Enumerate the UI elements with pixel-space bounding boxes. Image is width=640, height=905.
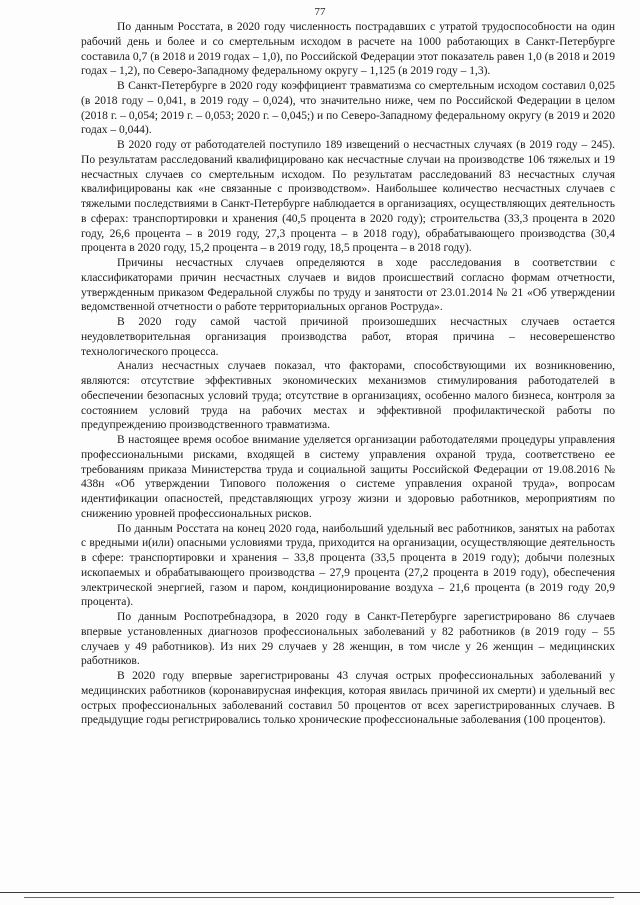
paragraph-occupational-diseases: По данным Роспотребнадзора, в 2020 году в Санкт-Петербурге зарегистрировано 86 случаев впервые установленных диагнозов профессиональных заболеваний у 82 работников (в 2019 году – 55 случаев у 49 работников). Из них 29 случаев у 28 женщин, в том числе у 26 женщин – медицинских работников. xyxy=(81,611,615,668)
paragraph-main-cause: В 2020 году самой частой причиной произошедших несчастных случаев остается неудовлетворительная организация производства работ, вторая причина – несоверешенство технологического процесса. xyxy=(81,316,615,358)
page-number: 77 xyxy=(314,6,326,18)
paragraph-accident-notices: В 2020 году от работодателей поступило 189 извещений о несчастных случаях (в 2019 году – 245). По результатам расследований квалифицировано как несчастные случаи на производстве 106 тяжелых и 19 несчастных случаев со смертельным исходом. По результатам расследований 83 несчастных случая квалифицированы как «не связанные с производством». Наибольшее количество несчастных случаев с тяжелыми последствиями в Санкт-Петербурге наблюдается в организациях, осуществляющих деятельность в сферах: транспортировки и хранения (40,5 процента в 2020 году); строительства (33,3 процента в 2020 году, 26,6 процента – в 2019 году, 27,3 процента – в 2018 году), обрабатывающего производства (30,4 процента в 2020 году, 15,2 процента – в 2019 году, 18,5 процента – в 2018 году). xyxy=(81,139,615,255)
paragraph-fatality-coefficient: В Санкт-Петербурге в 2020 году коэффициент травматизма со смертельным исходом составил 0,025 (в 2018 году – 0,041, в 2019 году – 0,024), что значительно ниже, чем по Российской Федерации в целом (2018 г. – 0,054; 2019 г. – 0,053; 2020 г. – 0,045;) и по Северо-Западному федеральному округу (в 2019 и 2020 годах – 0,044). xyxy=(81,80,615,137)
document-body xyxy=(81,20,615,728)
paragraph-contributing-factors: Анализ несчастных случаев показал, что факторами, способствующими их возникновению, являются: отсутствие эффективных экономических механизмов стимулирования работодателей в обеспечении безопасных условий труда; отсутствие в организациях, особенно малого бизнеса, контроля за состоянием условий труда на рабочих местах и эффективной профилактической работы по предупреждению производственного травматизма. xyxy=(81,360,615,432)
paragraph-accident-causes-classification: Причины несчастных случаев определяются в ходе расследования в соответствии с классификаторами причин несчастных случаев и видов происшествий согласно формам отчетности, утвержденным приказом Федеральной службы по труду и занятости от 23.01.2014 № 21 «Об утверждении ведомственной отчетности о работе территориальных органов Роструда». xyxy=(81,257,615,314)
footer-divider-secondary xyxy=(24,897,614,898)
paragraph-acute-diseases: В 2020 году впервые зарегистрированы 43 случая острых профессиональных заболеваний у медицинских работников (коронавирусная инфекция, которая явилась причиной их смерти) и удельный вес острых профессиональных заболеваний составил 50 процентов от всех зарегистрированных случаев. В предыдущие годы регистрировались только хронические профессиональные заболевания (100 процентов). xyxy=(81,670,615,727)
paragraph-risk-management: В настоящее время особое внимание уделяется организации работодателями процедуры управления профессиональными рисками, входящей в систему управления охраной труда, соответствено ее требованиям приказа Министерства труда и социальной защиты Российской Федерации от 19.08.2016 № 438н «Об утверждении Типового положения о системе управления охраной труда», вопросам идентификации опасностей, представляющих угрозу жизни и здоровью работников, мероприятиям по снижению уровней профессиональных рисков. xyxy=(81,434,615,520)
paragraph-injury-rate: По данным Росстата, в 2020 году численность пострадавших с утратой трудоспособности на один рабочий день и более и со смертельным исходом в расчете на 1000 работающих в Санкт-Петербурге составила 0,7 (в 2018 и 2019 годах – 1,0), по Российской Федерации этот показатель равен 1,0 (в 2018 и 2019 годах – 1,2), по Северо-Западному федеральному округу – 1,125 (в 2019 году – 1,3). xyxy=(81,21,615,78)
paragraph-hazardous-conditions: По данным Росстата на конец 2020 года, наибольший удельный вес работников, занятых на работах с вредными и(или) опасными условиями труда, приходится на организации, осуществляющие деятельность в сфере: транспортировки и хранения – 33,8 процента (33,5 процента в 2019 году); добычи полезных ископаемых и обрабатывающего производства – 27,9 процента (27,2 процента в 2019 году), обеспечения электрической энергией, газом и паром, кондиционирование воздуха – 21,6 процента (в 2019 году 20,9 процента). xyxy=(81,522,615,609)
footer-divider xyxy=(0,892,640,893)
